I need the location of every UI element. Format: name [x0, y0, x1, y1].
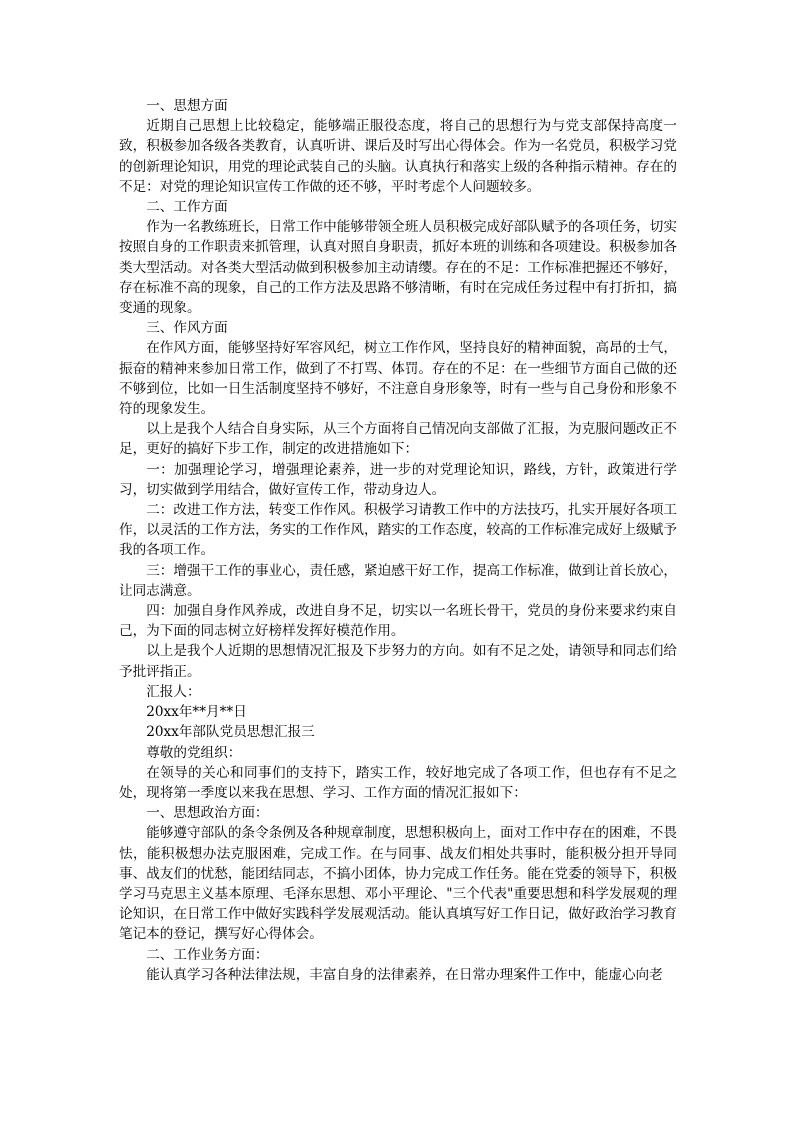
report-title: 20xx年部队党员思想汇报三	[146, 724, 315, 741]
document-body	[119, 96, 677, 985]
paragraph: 能认真学习各种法律法规，丰富自身的法律素养，在日常办理案件工作中，能虚心向老	[146, 966, 663, 983]
paragraph: 能够遵守部队的条令条例及各种规章制度，思想积极向上，面对工作中存在的困难，不畏怯，能积极想办法克服困难，完成工作。在与同事、战友们相处共事时，能积极分担开导同事、战友们的忧愁，能团结同志，不搞小团体，协力完成工作任务。能在党委的领导下，积极学习马克思主义基本原理、毛泽东思想、邓小平理论、"三个代表"重要思想和科学发展观的理论知识，在日常工作中做好实践科学发展观活动。能认真填写好工作日记，做好政治学习教育笔记本的登记，撰写好心得体会。	[119, 825, 677, 943]
report-date: 20xx年**月**日	[146, 704, 247, 721]
paragraph: 以上是我个人近期的思想情况汇报及下步努力的方向。如有不足之处，请领导和同志们给予批评指正。	[119, 643, 677, 680]
reporter-label: 汇报人：	[146, 683, 201, 700]
paragraph: 在作风方面，能够坚持好军容风纪，树立工作作风，坚持良好的精神面貌，高昂的士气，振奋的精神来参加日常工作，做到了不打骂、体罚。存在的不足：在一些细节方面自己做的还不够到位，比如一日生活制度坚持不够好，不注意自身形象等，时有一些与自己身份和形象不符的现象发生。	[119, 340, 677, 418]
paragraph: 在领导的关心和同事们的支持下，踏实工作，较好地完成了各项工作，但也存有不足之处，现将第一季度以来我在思想、学习、工作方面的情况汇报如下：	[119, 764, 677, 801]
measure-item-3: 三：增强干工作的事业心，责任感，紧迫感干好工作，提高工作标准，做到让首长放心，让同志满意。	[119, 562, 677, 599]
paragraph: 作为一名教练班长，日常工作中能够带领全班人员积极完成好部队赋予的各项任务，切实按照自身的工作职责来抓管理，认真对照自身职责，抓好本班的训练和各项建设。积极参加各类大型活动。对各类大型活动做到积极参加主动请缨。存在的不足：工作标准把握还不够好，存在标准不高的现象，自己的工作方法及思路不够清晰，有时在完成任务过程中有打折扣，搞变通的现象。	[119, 219, 677, 317]
measure-item-2: 二：改进工作方法，转变工作作风。积极学习请教工作中的方法技巧，扎实开展好各项工作，以灵活的工作方法，务实的工作作风，踏实的工作态度，较高的工作标准完成好上级赋予我的各项工作。	[119, 502, 677, 559]
salutation: 尊敬的党组织：	[146, 744, 242, 761]
paragraph: 以上是我个人结合自身实际，从三个方面将自己情况向支部做了汇报，为克服问题改正不足，更好的搞好下步工作，制定的改进措施如下：	[119, 421, 677, 458]
section-heading-work: 二、工作方面	[146, 199, 228, 216]
paragraph: 近期自己思想上比较稳定，能够端正服役态度，将自己的思想行为与党支部保持高度一致，积极参加各级各类教育，认真听讲、课后及时写出心得体会。作为一名党员，积极学习党的创新理论知识，用党的理论武装自己的头脑。认真执行和落实上级的各种指示精神。存在的不足：对党的理论知识宣传工作做的还不够，平时考虑个人问题较多。	[119, 118, 677, 195]
section-heading-thought: 一、思想方面	[146, 98, 228, 114]
section-heading-political: 一、思想政治方面：	[146, 805, 269, 822]
measure-item-1: 一：加强理论学习，增强理论素养，进一步的对党理论知识，路线，方针，政策进行学习，切实做到学用结合，做好宣传工作，带动身边人。	[119, 461, 677, 498]
section-heading-style: 三、作风方面	[146, 320, 228, 337]
measure-item-4: 四：加强自身作风养成，改进自身不足，切实以一名班长骨干，党员的身份来要求约束自己，为下面的同志树立好榜样发挥好模范作用。	[119, 603, 677, 640]
section-heading-business: 二、工作业务方面：	[146, 946, 269, 963]
